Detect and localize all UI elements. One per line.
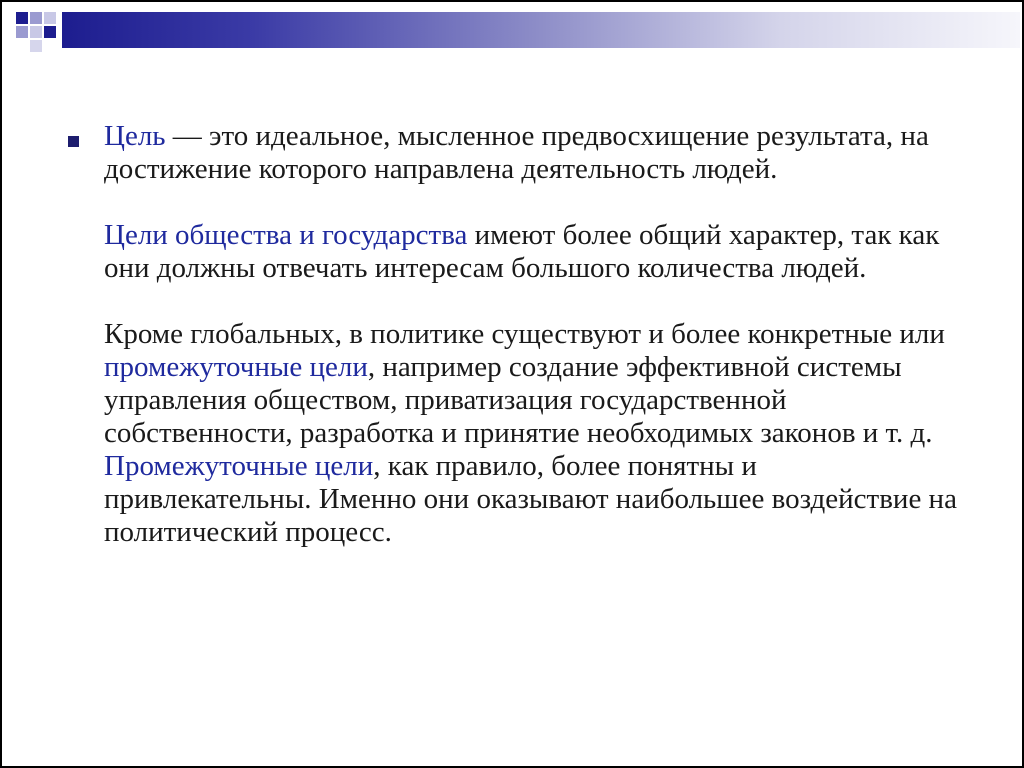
- bullet-square-icon: [68, 136, 79, 147]
- decor-square: [44, 26, 56, 38]
- paragraph-text: имеют более общий характер, так как они должны отвечать интересам большого количества людей.: [104, 219, 940, 284]
- decor-square: [30, 12, 42, 24]
- term-intermediate-goals: Промежуточные цели: [104, 450, 374, 482]
- decor-square: [30, 26, 42, 38]
- decor-square: [16, 12, 28, 24]
- paragraph-text: , например создание эффективной системы управления обществом, приватизация государственной собственности, разработка и принятие необходимых законов и т. д.: [104, 351, 933, 449]
- paragraph-text: , как правило, более понятны и привлекательны. Именно они оказывают наибольшее воздействие на политический процесс.: [104, 450, 957, 548]
- paragraph-intermediate-goals: [104, 318, 964, 549]
- term-goal: Цель: [104, 120, 166, 152]
- paragraph-society-goals: [104, 219, 964, 285]
- decor-square: [44, 12, 56, 24]
- term-intermediate-goals: промежуточные цели: [104, 351, 368, 383]
- slide-content: [68, 120, 968, 582]
- paragraph-text: — это идеальное, мысленное предвосхищение результата, на достижение которого направлена деятельность людей.: [104, 120, 929, 185]
- paragraph-text: Кроме глобальных, в политике существуют и более конкретные или: [104, 318, 945, 350]
- decor-square: [16, 26, 28, 38]
- paragraph-definition: [104, 120, 964, 186]
- header-gradient-bar: [62, 12, 1020, 48]
- decor-square: [30, 40, 42, 52]
- term-society-goals: Цели общества и государства: [104, 219, 468, 251]
